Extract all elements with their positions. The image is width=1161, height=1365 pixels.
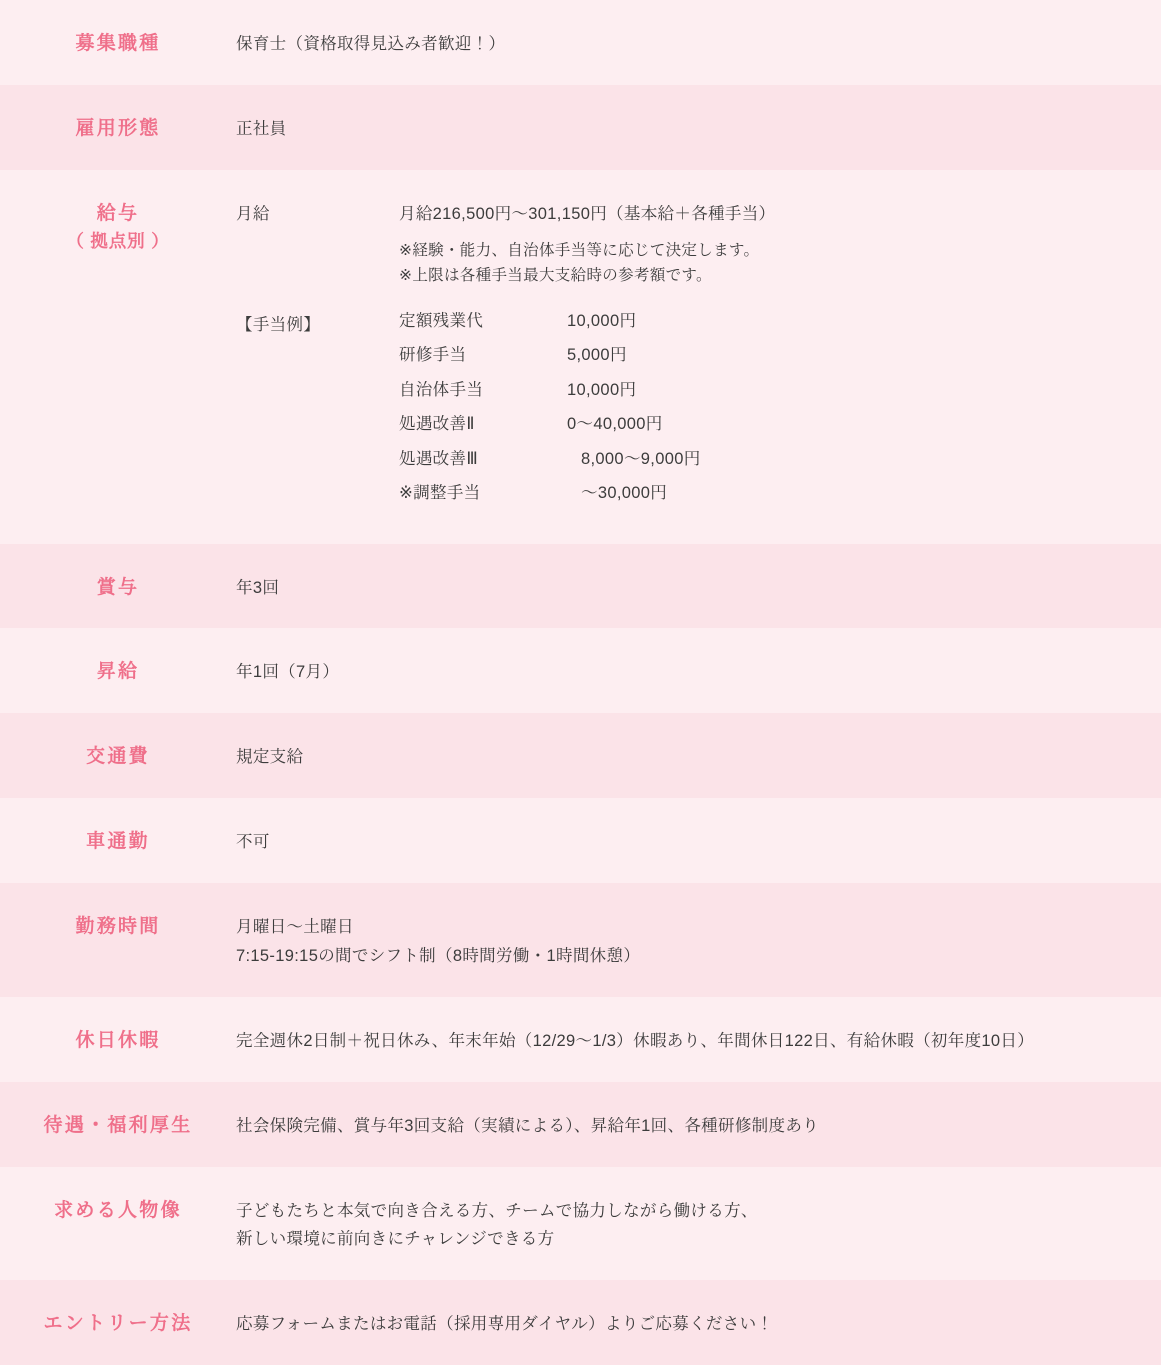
allowance-row [399,449,781,483]
row-label-working-hours: 勤務時間 [75,916,161,938]
allowance-name: ※調整手当 [399,484,481,503]
row-label-benefits: 待遇・福利厚生 [43,1114,193,1136]
row-value-raise: 年1回（7月） [236,663,340,682]
table-row-benefits [0,1082,1161,1167]
row-value-benefits: 社会保険完備、賞与年3回支給（実績による）、昇給年1回、各種研修制度あり [236,1116,819,1135]
row-label-entry-method: エントリー方法 [43,1313,193,1335]
row-label-salary [0,170,236,544]
allowance-row [399,311,781,345]
row-label-transport: 交通費 [86,746,150,768]
row-value-employment-type: 正社員 [236,119,287,138]
salary-monthly-row [236,200,1137,289]
row-label-job-type: 募集職種 [75,33,161,54]
salary-block [236,200,1137,518]
row-label-salary-line1: 給与 [96,202,140,224]
allowance-table [399,311,781,518]
allowance-row [399,380,781,414]
allowance-amount: 10,000円 [567,380,637,399]
table-row-holidays [0,997,1161,1082]
row-label-holidays: 休日休暇 [75,1029,161,1051]
table-row-working-hours [0,883,1161,997]
allowance-amount: 10,000円 [567,311,637,330]
row-label-employment-type: 雇用形態 [75,117,161,139]
salary-note-1: ※経験・能力、自治体手当等に応じて決定します。 [399,241,760,259]
salary-allowance-row [236,311,1137,518]
table-row-bonus [0,544,1161,629]
row-value-entry-method: 応募フォームまたはお電話（採用専用ダイヤル）よりご応募ください！ [236,1315,774,1334]
table-row-employment-type [0,85,1161,170]
row-label-car-commute: 車通勤 [86,831,150,853]
salary-note-2: ※上限は各種手当最大支給時の参考額です。 [399,267,712,285]
allowance-row [399,483,781,517]
allowance-row [399,345,781,379]
row-value-salary [236,170,1161,544]
row-value-ideal-candidate [236,1167,1161,1281]
row-value-transport: 規定支給 [236,748,304,767]
working-hours-line-2: 7:15-19:15の間でシフト制（8時間労働・1時間休憩） [236,946,641,965]
allowance-name: 処遇改善Ⅲ [399,449,479,468]
row-label-ideal-candidate: 求める人物像 [54,1199,182,1221]
ideal-candidate-line-1: 子どもたちと本気で向き合える方、チームで協力しながら働ける方、 [236,1201,758,1220]
row-label-salary-line2: （ 拠点別 ） [66,231,170,252]
allowance-table-body [399,311,781,518]
table-row-raise [0,628,1161,713]
allowance-name: 研修手当 [399,346,467,365]
allowance-amount: 0〜40,000円 [567,415,663,434]
allowance-name: 定額残業代 [399,311,484,330]
table-row-transport [0,713,1161,798]
working-hours-line-1: 月曜日〜土曜日 [236,918,354,937]
table-row-salary [0,170,1161,544]
salary-monthly-amount: 月給216,500円〜301,150円（基本給＋各種手当） [399,204,776,223]
table-row-ideal-candidate [0,1167,1161,1281]
allowance-amount: 5,000円 [567,346,627,365]
allowance-amount: 〜30,000円 [581,484,668,503]
salary-monthly-value-group [399,200,1137,289]
row-value-holidays: 完全週休2日制＋祝日休み、年末年始（12/29〜1/3）休暇あり、年間休日122日、有給休暇（初年度10日） [236,1031,1035,1050]
allowance-name: 処遇改善Ⅱ [399,415,475,434]
row-value-job-type: 保育士（資格取得見込み者歓迎！） [236,35,506,53]
salary-monthly-key: 月給 [236,204,270,223]
salary-allowance-key: 【手当例】 [236,315,321,334]
allowance-amount: 8,000〜9,000円 [581,449,701,468]
table-row-job-type [0,0,1161,85]
row-value-car-commute: 不可 [236,833,270,852]
row-label-bonus: 賞与 [96,576,140,598]
table-row-car-commute [0,798,1161,883]
row-label-raise: 昇給 [96,661,140,683]
ideal-candidate-line-2: 新しい環境に前向きにチャレンジできる方 [236,1230,555,1249]
row-value-bonus: 年3回 [236,578,280,597]
table-row-entry-method [0,1280,1161,1365]
allowance-row [399,414,781,448]
row-value-working-hours [236,883,1161,997]
salary-allowance-list [399,311,1137,518]
allowance-name: 自治体手当 [399,380,484,399]
